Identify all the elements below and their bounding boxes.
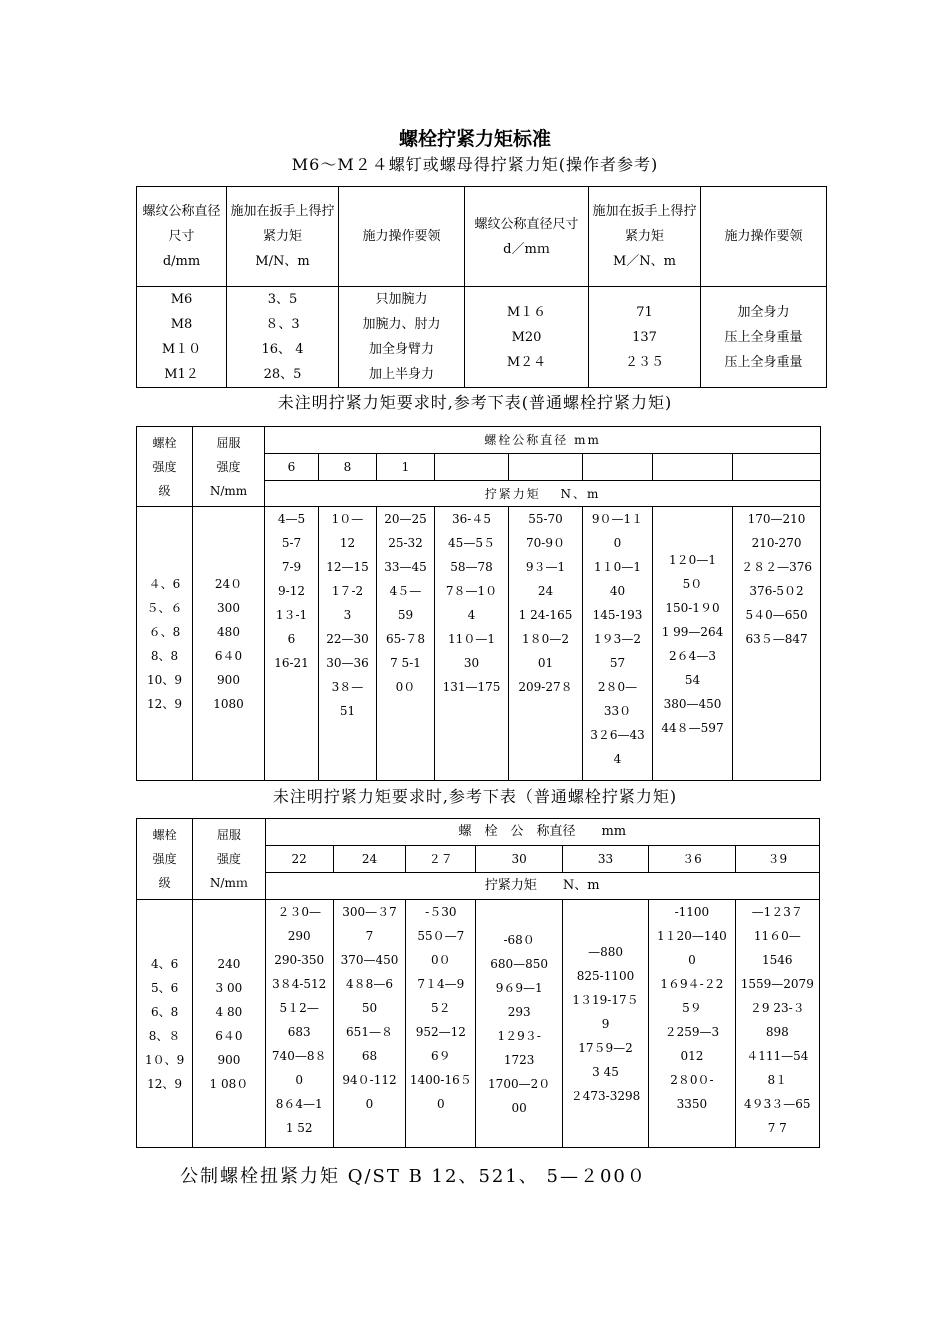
torque-table-small-bolts	[136, 426, 821, 781]
diameter-cell: 8	[319, 454, 377, 481]
diameter-cell: 30	[476, 846, 562, 873]
header-yield-strength: 屈服 强度 N/mｍ	[193, 819, 265, 900]
diameter-cell: 24	[333, 846, 405, 873]
torque-values: 9０—1１ 0 1１0—1 40 145-193 1９3—2 57 2８0— 33０ 3２6—43 4	[583, 507, 653, 781]
header-strength-grade: 螺栓 强度 级	[137, 819, 193, 900]
cell-diameters-small: M6 M8 M１０ M1２	[137, 287, 227, 388]
yield-values: 240 3 00 4 80 6４0 900 1 08０	[193, 900, 265, 1148]
cell-methods-large: 加全身力 压上全身重量 压上全身重量	[701, 287, 827, 388]
diameter-cell: 33	[562, 846, 648, 873]
torque-values: -1100 1１20—140 0 1６9４-２2 5９ ２259—3 012 2８0０- 3350	[649, 900, 735, 1148]
torque-values: 1０— 12 12—15 1７-2 3 22—30 30—36 3８— 51	[319, 507, 377, 781]
torque-values: 4—5 5-7 7-9 9-12 1３-1 6 16-21	[265, 507, 319, 781]
diameter-cell: 1	[377, 454, 435, 481]
diameter-cell	[509, 454, 583, 481]
header-force-method-2: 施力操作要领	[701, 187, 827, 287]
torque-values: -68０ 680—850 9６9—1 293 1２9３- 1723 1700—2０ 00	[476, 900, 562, 1148]
torque-values: 170—210 210-270 ２８２—376 376-5０2 5４0—650 63５—847	[733, 507, 821, 781]
torque-values: 36-４5 45—5５ 58—78 7８—1０ 4 11０—1 30 131—175	[435, 507, 509, 781]
header-applied-torque: 施加在扳手上得拧紧力矩 M/N、m	[227, 187, 339, 287]
header-nominal-diameter: 螺栓公称直径 mm	[265, 427, 821, 454]
header-thread-diameter: 螺纹公称直径尺寸 d/mm	[137, 187, 227, 287]
diameter-cell: 22	[265, 846, 333, 873]
torque-values: ２３0— 290 290-350 3８4-512 5１2— 683 740—8８ 0 8６4—1 1 52	[265, 900, 333, 1148]
strength-grades: 4、6 5、6 6、8 8、８ 1０、9 12、9	[137, 900, 193, 1148]
page-title: 螺栓拧紧力矩标准	[398, 128, 551, 150]
header-force-method: 施力操作要领	[339, 187, 465, 287]
torque-values: —880 825-1100 1３19-17５ 9 17５9—2 3 45 ２473-3298	[562, 900, 648, 1148]
page-subtitle: M6～M２４螺钉或螺母得拧紧力矩(操作者参考)	[291, 155, 659, 174]
diameter-cell: ２７	[406, 846, 476, 873]
cell-diameters-large: M１６ M20 M２４	[465, 287, 589, 388]
torque-table-m6-m24	[136, 186, 827, 388]
cell-methods-small: 只加腕力 加腕力、肘力 加全身臂力 加上半身力	[339, 287, 465, 388]
header-strength-grade: 螺栓 强度 级	[137, 427, 193, 507]
diameter-cell: ３6	[649, 846, 735, 873]
header-yield-strength: 屈服 强度 N/mm	[193, 427, 265, 507]
yield-values: 24０ 300 480 6４0 900 1080	[193, 507, 265, 781]
diameter-cell	[435, 454, 509, 481]
diameter-cell: ３9	[735, 846, 819, 873]
cell-torques-small: 3、5 ８、3 16、 4 28、5	[227, 287, 339, 388]
header-tightening-torque: 拧紧力矩 N、m	[265, 481, 821, 507]
footer-standard-title: 公制螺栓扭紧力矩 Q/ST B 12、521、 5—２00０	[180, 1166, 647, 1187]
diameter-cell	[653, 454, 733, 481]
torque-values: —1２3７ 11６0— 1546 1559—2079 ２9 23-３ 898 ４111—54 8１ 4９3３—65 7 7	[735, 900, 819, 1148]
header-applied-torque-2: 施加在扳手上得拧紧力矩 M／N、m	[589, 187, 701, 287]
table2-caption: 未注明拧紧力矩要求时,参考下表(普通螺栓拧紧力矩)	[277, 393, 673, 412]
torque-values: 1２0—1 5０ 150-1９0 1 99—264 2６4—3 54 380—450 44８—597	[653, 507, 733, 781]
diameter-cell	[583, 454, 653, 481]
strength-grades: ４、6 ５、６ ６、8 8、8 10、9 12、9	[137, 507, 193, 781]
table3-caption: 未注明拧紧力矩要求时,参考下表（普通螺栓拧紧力矩)	[272, 787, 678, 806]
header-tightening-torque: 拧紧力矩 N、m	[265, 873, 819, 900]
cell-torques-large: 71 137 ２３５	[589, 287, 701, 388]
header-nominal-diameter: 螺 栓 公 称直径 mm	[265, 819, 819, 846]
torque-table-large-bolts	[136, 818, 820, 1148]
torque-values: -５30 55０—7 0０ 7１4—9 5２ 952—12 6９ 1400-16５ 0	[406, 900, 476, 1148]
torque-values: 55-70 70-9０ 9３—1 24 1 24-165 1８0—2 01 209-27８	[509, 507, 583, 781]
header-thread-diameter-2: 螺纹公称直径尺寸 d／mｍ	[465, 187, 589, 287]
torque-values: 20—25 25-32 33—45 4５— 59 65-７8 7 5-1 0０	[377, 507, 435, 781]
diameter-cell: 6	[265, 454, 319, 481]
diameter-cell	[733, 454, 821, 481]
torque-values: 300—３7 7 370—450 4８8—6 50 651—８ 68 94０-112 0	[333, 900, 405, 1148]
